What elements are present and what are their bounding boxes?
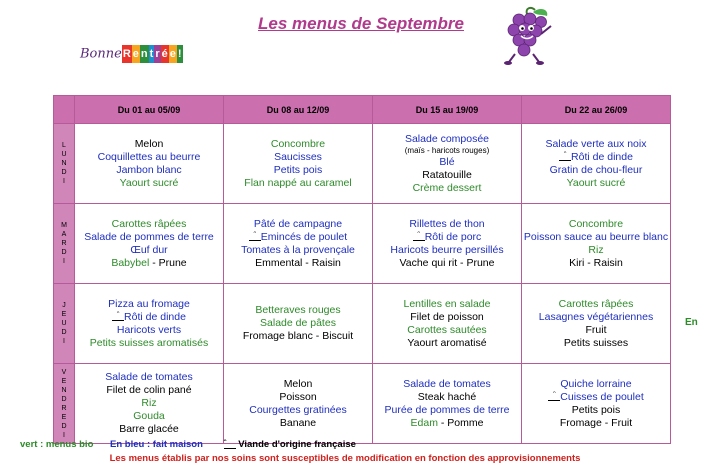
menu-item: Blé	[439, 155, 455, 168]
menu-item: Yaourt sucré	[566, 176, 626, 189]
menu-item: Poisson sauce au beurre blanc	[523, 230, 669, 243]
week-header: Du 08 au 12/09	[224, 96, 373, 124]
week-header: Du 22 au 26/09	[522, 96, 671, 124]
menu-item: Riz	[588, 243, 604, 256]
logo-script: Bonne	[80, 46, 122, 62]
menu-cell	[522, 124, 671, 204]
legend	[20, 439, 356, 450]
menu-item: Salade de tomates	[403, 377, 491, 390]
menu-item: Kiri - Raisin	[569, 256, 623, 269]
day-row-mardi	[54, 204, 671, 284]
menu-item: Concombre	[270, 137, 326, 150]
menu-item: Petits suisses	[563, 336, 629, 349]
menu-item: Rillettes de thon	[409, 217, 485, 230]
menu-item: Filet de poisson	[410, 310, 484, 323]
menu-item: ᵔ Emincés de poulet	[224, 231, 372, 244]
french-meat-icon: ᵔ	[112, 311, 124, 321]
french-flag-icon: ᵔ	[224, 439, 236, 449]
menu-item: Petits pois	[273, 163, 323, 176]
menu-item: Quiche lorraine	[560, 377, 632, 390]
day-label: M A R D I	[54, 204, 75, 284]
day-row-lundi	[54, 124, 671, 204]
menu-cell	[75, 204, 224, 284]
menu-item: Saucisses	[274, 150, 322, 163]
menu-cell	[522, 284, 671, 364]
menu-item: Poisson	[279, 390, 317, 403]
day-label: V E N D R E D I	[54, 364, 75, 444]
french-meat-icon: ᵔ	[559, 151, 571, 161]
menu-item: Purée de pommes de terre	[384, 403, 510, 416]
menu-item: Petits suisses aromatisés	[89, 336, 209, 349]
menu-item: Fruit	[585, 323, 607, 336]
menu-item: Jambon blanc	[116, 163, 182, 176]
bonne-rentree-logo	[80, 45, 183, 63]
menu-item: Salade composée	[404, 132, 490, 145]
menu-cell	[373, 124, 522, 204]
menu-item: Carottes râpées	[558, 297, 634, 310]
menu-item: ᵔ Rôti de porc	[373, 231, 521, 244]
menu-item: Gouda	[133, 410, 165, 422]
grape-mascot-icon	[497, 4, 557, 66]
logo-letter-tile: t	[149, 45, 155, 63]
menu-cell	[373, 364, 522, 444]
menu-item: Œuf dur	[130, 243, 168, 256]
day-row-jeudi	[54, 284, 671, 364]
menu-cell	[75, 284, 224, 364]
french-meat-icon: ᵔ	[249, 231, 261, 241]
menu-cell	[224, 364, 373, 444]
menu-item: Emmental - Raisin	[255, 256, 341, 269]
menu-cell	[75, 364, 224, 444]
menu-item: Crème dessert	[412, 181, 482, 194]
menu-item: Carottes râpées	[111, 217, 187, 230]
logo-letter-tile: !	[177, 45, 183, 63]
menu-item: Yaourt sucré	[119, 176, 179, 189]
page-title: Les menus de Septembre	[258, 14, 464, 33]
menu-item: Gratin de chou-fleur	[549, 163, 643, 176]
menu-item: Riz	[141, 397, 157, 409]
menu-item: Melon	[283, 377, 313, 390]
menu-item: Salade de tomates	[105, 371, 193, 383]
menu-item: ᵔ Rôti de dinde	[522, 151, 670, 164]
french-meat-icon: ᵔ	[413, 231, 425, 241]
logo-letter-tile: r	[154, 45, 160, 63]
menu-item: Steak haché	[417, 390, 477, 403]
menu-item: Carottes sautées	[407, 323, 487, 336]
menu-item: Salade de pâtes	[260, 317, 336, 329]
week-header: Du 01 au 05/09	[75, 96, 224, 124]
menu-item: Salade de pommes de terre	[84, 230, 214, 243]
menu-item: Flan nappé au caramel	[244, 176, 352, 189]
menu-item: Pizza au fromage	[108, 297, 190, 310]
menu-item: Petits pois	[571, 403, 621, 416]
side-label: En	[685, 317, 698, 328]
menu-cell	[373, 284, 522, 364]
menu-cell	[224, 204, 373, 284]
day-row-vendredi	[54, 364, 671, 444]
menu-item: Barre glacée	[119, 423, 179, 435]
menu-cell	[522, 364, 671, 444]
week-header-row	[54, 96, 671, 124]
menu-item: Ratatouille	[422, 168, 472, 181]
menu-item: Fromage - Fruit	[559, 416, 633, 429]
legend-flag: ᵔ Viande d'origine française	[223, 439, 356, 450]
week-header: Du 15 au 19/09	[373, 96, 522, 124]
logo-letter-tile: é	[161, 45, 169, 63]
logo-letter-tile: n	[140, 45, 149, 63]
menu-table	[53, 95, 671, 444]
logo-letter-tile: R	[122, 45, 132, 63]
menu-item: Concombre	[568, 217, 624, 230]
menu-item: Lentilles en salade	[403, 297, 491, 310]
menu-cell	[75, 124, 224, 204]
menu-item: ᵔ Rôti de dinde	[75, 311, 223, 324]
menu-item: Haricots beurre persillés	[390, 243, 504, 256]
legend-blue: En bleu : fait maison	[110, 439, 203, 450]
french-meat-icon: ᵔ	[548, 391, 560, 401]
menu-item: Tomates à la provençale	[241, 243, 355, 256]
menu-item: Salade verte aux noix	[545, 137, 647, 150]
menu-item: Babybel - Prune	[111, 256, 187, 269]
menu-item: Haricots verts	[116, 323, 182, 336]
logo-letter-tile: e	[169, 45, 177, 63]
menu-item: Yaourt aromatisé	[407, 336, 487, 349]
menu-item: Vache qui rit - Prune	[399, 256, 495, 269]
disclaimer-note: Les menus établis par nos soins sont susceptibles de modification en fonction des approvisionnements	[109, 453, 581, 464]
menu-cell	[373, 204, 522, 284]
menu-item: Edam - Pomme	[410, 416, 484, 429]
day-label: L U N D I	[54, 124, 75, 204]
menu-item: Coquillettes au beurre	[97, 150, 201, 163]
menu-item: Filet de colin pané	[106, 384, 192, 396]
logo-letter-tile: e	[132, 45, 140, 63]
menu-item: Banane	[279, 416, 317, 429]
menu-item: (maïs - haricots rouges)	[404, 145, 490, 155]
menu-item: Betteraves rouges	[255, 304, 341, 316]
menu-item: Courgettes gratinées	[249, 403, 347, 416]
menu-cell	[224, 284, 373, 364]
menu-cell	[522, 204, 671, 284]
day-label: J E U D I	[54, 284, 75, 364]
menu-item: ᵔ Cuisses de poulet	[522, 391, 670, 404]
menu-item: Lasagnes végétariennes	[538, 310, 654, 323]
menu-item: Pâté de campagne	[253, 217, 343, 230]
legend-green: vert : menus bio	[20, 439, 94, 450]
menu-item: Fromage blanc - Biscuit	[242, 330, 354, 342]
menu-item: Melon	[134, 137, 164, 150]
menu-cell	[224, 124, 373, 204]
header-corner	[54, 96, 75, 124]
